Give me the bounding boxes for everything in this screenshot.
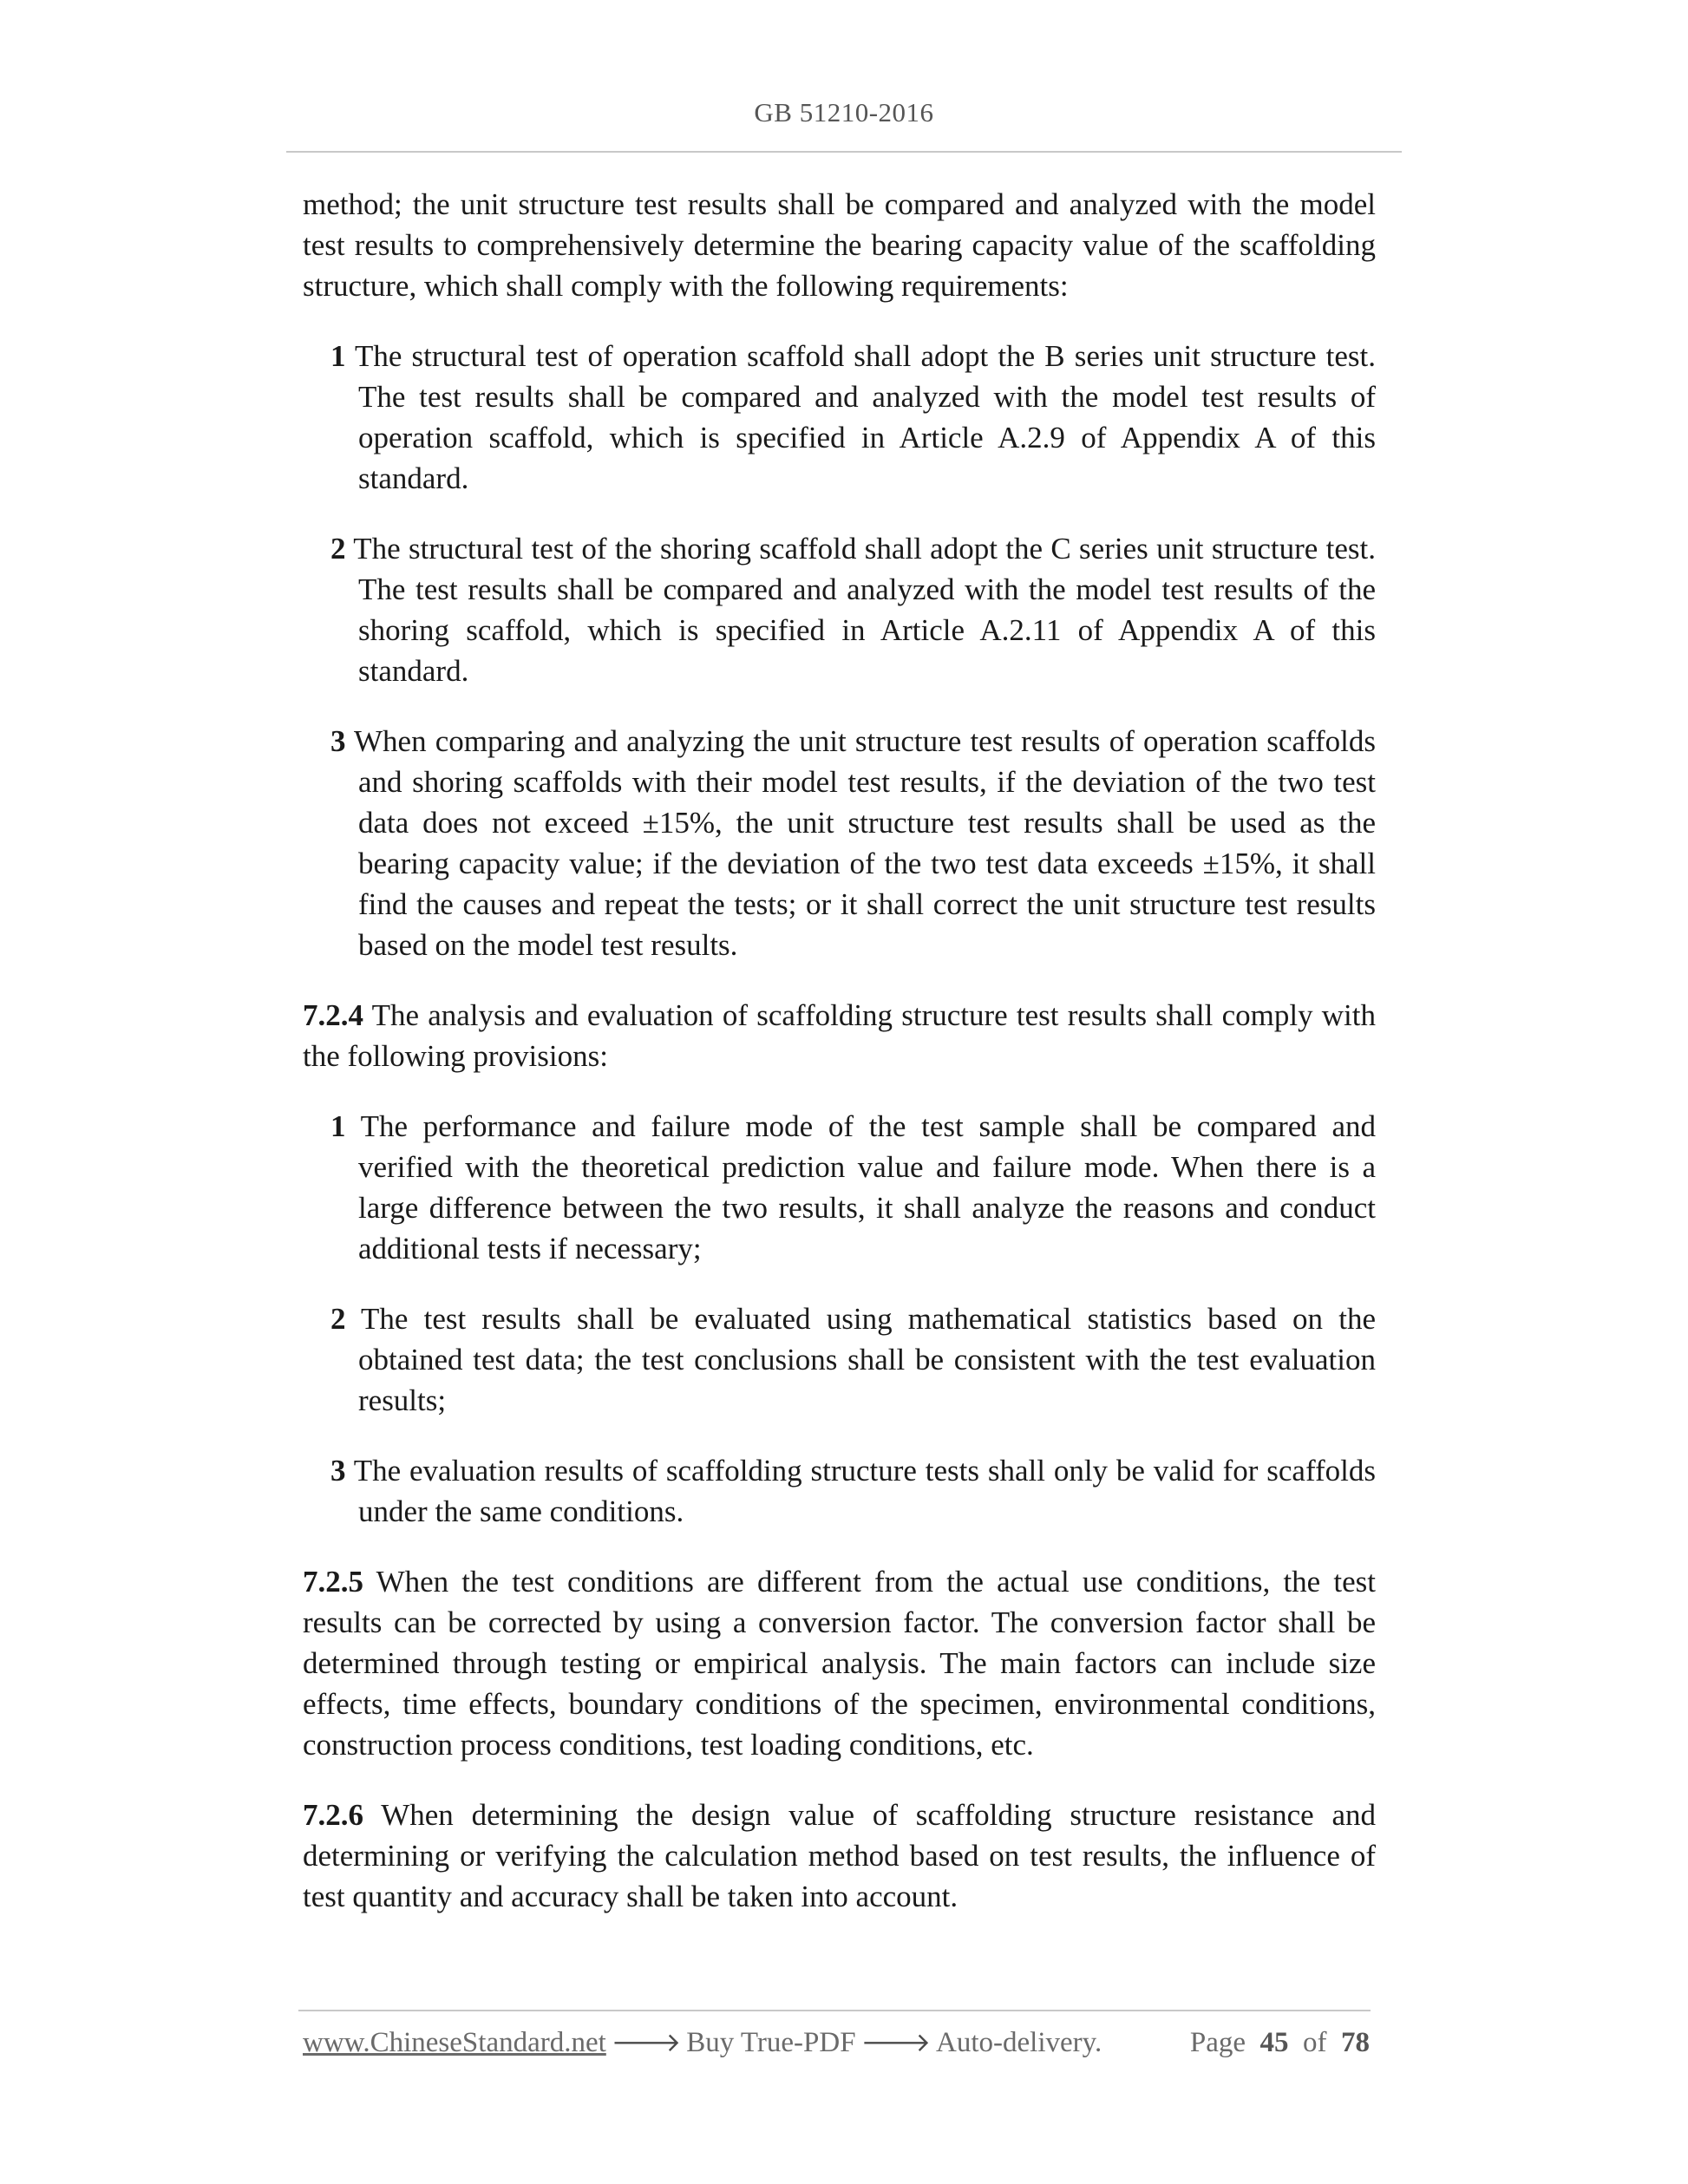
clause-7-2-5 [303, 1561, 1376, 1765]
item-number: 1 [330, 339, 346, 373]
auto-delivery-text: Auto-delivery. [936, 2027, 1102, 2058]
current-page-number: 45 [1259, 2027, 1289, 2058]
list-item [303, 1106, 1376, 1269]
clause-text: When the test conditions are different from the actual use conditions, the test results can be corrected by using a conversion factor. The conversion factor shall be determined through testing or empirical analysis. The main factors can include size effects, time effects, boundary conditions of the specimen, environmental conditions, construction process conditions, test loading conditions, etc. [303, 1565, 1377, 1762]
website-link[interactable]: www.ChineseStandard.net [303, 2027, 606, 2058]
clause-text: The analysis and evaluation of scaffolding structure test results shall comply with the following provisions: [303, 998, 1376, 1073]
page-indicator [1190, 2027, 1370, 2059]
item-number: 3 [330, 1454, 346, 1488]
item-number: 2 [330, 1302, 346, 1336]
arrow-right-icon: 🡒 [860, 2028, 932, 2058]
clause-number: 7.2.4 [303, 998, 363, 1032]
buy-true-pdf-text: Buy True-PDF [686, 2027, 856, 2058]
page-footer [303, 2027, 1370, 2059]
footer-divider [298, 2010, 1371, 2011]
item-text: The structural test of operation scaffold shall adopt the B series unit structure test. The test results shall be compared and analyzed with the model test results of operation scaffold, which is specified in Article A.2.9 of Appendix A of this standard. [354, 339, 1376, 495]
item-text: The structural test of the shoring scaffold shall adopt the C series unit structure test. The test results shall be compared and analyzed with the model test results of the shoring scaffold, which is specified in Article A.2.11 of Appendix A of this standard. [353, 532, 1376, 688]
page-label: Page [1189, 2027, 1246, 2058]
footer-promo [303, 2027, 1102, 2059]
clause-number: 7.2.6 [303, 1798, 363, 1832]
list-item [303, 721, 1376, 965]
item-number: 3 [330, 724, 346, 758]
clause-7-2-6 [303, 1795, 1376, 1917]
page-body [303, 184, 1376, 1946]
intro-paragraph: method; the unit structure test results shall be compared and analyzed with the model test results to comprehensively determine the bearing capacity value of the scaffolding structure, which shall comply with the following requirements: [303, 187, 1376, 303]
item-text: The test results shall be evaluated using mathematical statistics based on the obtained test data; the test conclusions shall be consistent with the test evaluation results; [358, 1302, 1376, 1417]
item-text: When comparing and analyzing the unit structure test results of operation scaffolds and shoring scaffolds with their model test results, if the deviation of the two test data does not exceed ±15%, the unit structure test results shall be used as the bearing capacity value; if the deviation of the two test data exceeds ±15%, it shall find the causes and repeat the tests; or it shall correct the unit structure test results based on the model test results. [354, 724, 1376, 962]
item-text: The evaluation results of scaffolding structure tests shall only be valid for scaffolds under the same conditions. [353, 1454, 1376, 1528]
document-code-header: GB 51210-2016 [754, 97, 934, 128]
clause-number: 7.2.5 [303, 1565, 363, 1599]
item-number: 2 [330, 532, 346, 566]
list-item [303, 336, 1376, 499]
clause-text: When determining the design value of scaffolding structure resistance and determining or verifying the calculation method based on test results, the influence of test quantity and accuracy shall be taken into account. [303, 1798, 1377, 1913]
list-item [303, 1450, 1376, 1532]
item-number: 1 [330, 1109, 346, 1143]
arrow-right-icon: 🡒 [611, 2028, 682, 2058]
item-text: The performance and failure mode of the test sample shall be compared and verified with the theoretical prediction value and failure mode. When there is a large difference between the two results, it shall analyze the reasons and conduct additional tests if necessary; [358, 1109, 1376, 1265]
page-of-label: of [1303, 2027, 1327, 2058]
list-item [303, 528, 1376, 691]
clause-7-2-4 [303, 995, 1376, 1076]
list-item [303, 1298, 1376, 1421]
total-pages-number: 78 [1341, 2027, 1370, 2058]
header-divider [286, 151, 1402, 153]
